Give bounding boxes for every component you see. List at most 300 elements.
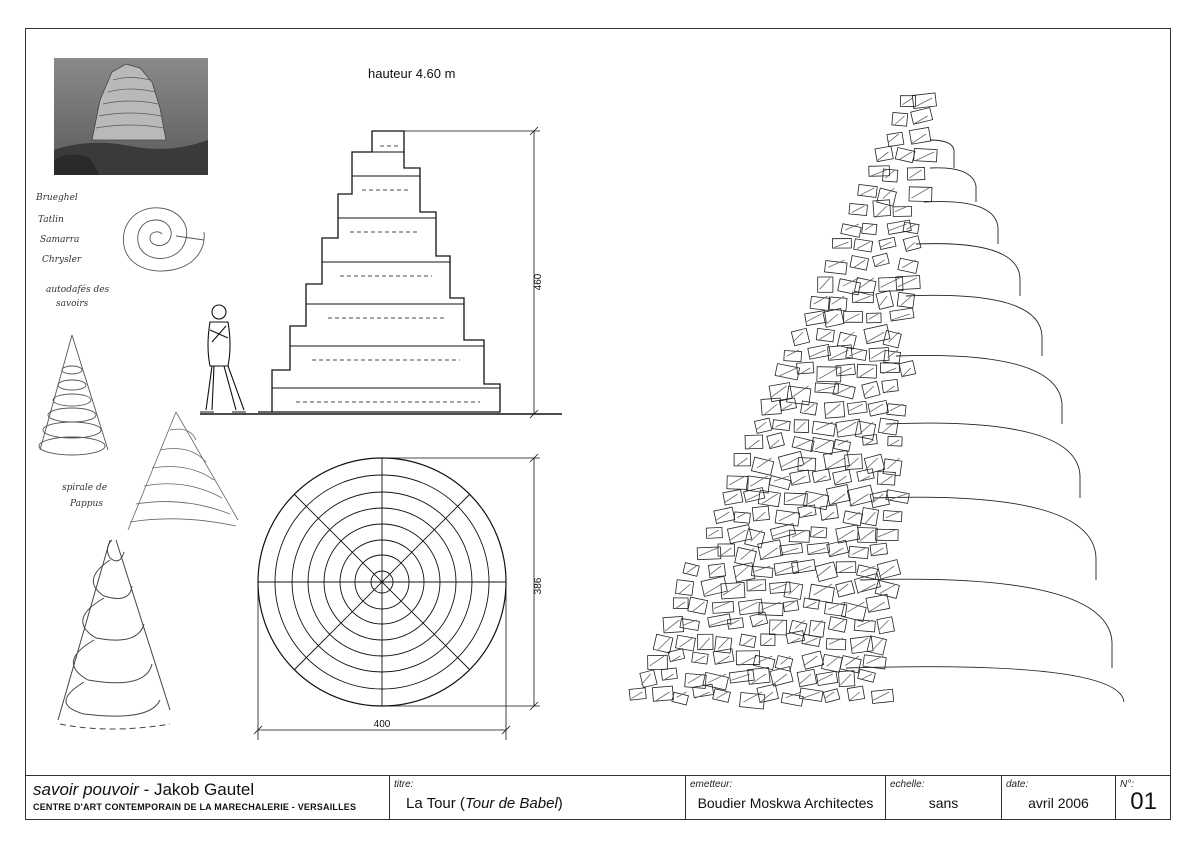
book-sketch xyxy=(745,529,765,548)
book-sketch xyxy=(862,435,877,446)
number-label: N°: xyxy=(1120,779,1134,790)
book-hatch xyxy=(817,386,835,391)
book-sketch xyxy=(675,580,693,596)
height-dimension xyxy=(404,127,540,418)
book-hatch xyxy=(804,656,818,666)
book-hatch xyxy=(740,602,758,611)
book-hatch xyxy=(800,512,812,518)
book-sketch xyxy=(752,506,769,521)
book-hatch xyxy=(881,242,892,247)
book-sketch xyxy=(745,435,763,449)
book-hatch xyxy=(680,638,693,647)
book-sketch xyxy=(697,547,721,560)
book-hatch xyxy=(665,620,679,631)
book-hatch xyxy=(873,638,884,650)
book-hatch xyxy=(723,584,741,595)
book-hatch xyxy=(796,440,811,447)
book-sketch xyxy=(790,470,811,485)
book-hatch xyxy=(796,422,805,431)
book-hatch xyxy=(725,494,738,503)
small-tower-sketch xyxy=(128,412,238,530)
book-hatch xyxy=(813,530,824,536)
book-sketch xyxy=(828,297,847,311)
book-sketch xyxy=(712,601,733,613)
book-sketch xyxy=(869,166,890,177)
book-hatch xyxy=(708,674,726,683)
book-hatch xyxy=(799,674,811,684)
book-sketch xyxy=(802,651,824,669)
book-sketch xyxy=(836,581,855,597)
book-hatch xyxy=(861,674,872,679)
tower-plan-view xyxy=(258,458,506,706)
echelle-value: sans xyxy=(928,795,959,811)
book-hatch xyxy=(865,512,876,524)
note-savoirs: savoirs xyxy=(56,299,89,309)
book-sketch xyxy=(823,689,840,703)
plan-width-dimension-label: 400 xyxy=(373,719,391,730)
book-hatch xyxy=(860,422,873,433)
book-sketch xyxy=(775,364,800,380)
book-hatch xyxy=(771,386,787,398)
book-sketch xyxy=(899,361,916,377)
tower-elevation xyxy=(200,131,562,414)
book-sketch xyxy=(668,649,685,662)
brueghel-painting-thumbnail xyxy=(54,58,208,175)
book-sketch xyxy=(816,328,834,341)
book-sketch xyxy=(887,132,904,146)
project-heading xyxy=(33,780,254,800)
book-sketch xyxy=(862,381,880,398)
book-hatch xyxy=(859,476,870,482)
book-hatch xyxy=(650,656,665,666)
venue-name: CENTRE D'ART CONTEMPORAIN DE LA MARECHALERIE - VERSAILLES xyxy=(33,802,357,812)
book-sketch xyxy=(740,692,765,709)
book-hatch xyxy=(837,386,852,394)
book-sketch xyxy=(826,485,850,505)
book-sketch xyxy=(772,420,790,431)
book-sketch xyxy=(833,470,852,486)
book-hatch xyxy=(756,422,766,430)
book-sketch xyxy=(791,328,809,345)
echelle-cell xyxy=(885,776,1001,819)
book-hatch xyxy=(890,404,903,411)
title-block xyxy=(25,775,1171,820)
titre-value xyxy=(390,795,685,812)
book-sketch xyxy=(713,649,734,665)
book-hatch xyxy=(852,548,866,555)
book-sketch xyxy=(858,669,876,682)
note-tatlin: Tatlin xyxy=(38,215,64,225)
book-sketch xyxy=(692,652,709,664)
book-sketch xyxy=(867,313,882,323)
book-hatch xyxy=(838,530,855,540)
book-sketch xyxy=(673,598,688,609)
book-pile-sketch xyxy=(629,93,937,709)
emetteur-cell xyxy=(685,776,885,819)
book-sketch xyxy=(715,637,732,653)
book-sketch xyxy=(652,686,673,701)
book-sketch xyxy=(877,617,895,634)
project-cell xyxy=(25,776,389,819)
book-hatch xyxy=(735,566,749,578)
book-hatch xyxy=(780,458,798,468)
book-hatch xyxy=(825,692,834,699)
note-chrysler: Chrysler xyxy=(42,255,82,265)
book-hatch xyxy=(834,242,848,247)
book-sketch xyxy=(811,527,827,538)
book-sketch xyxy=(855,421,875,439)
number-cell xyxy=(1115,776,1171,819)
book-hatch xyxy=(679,584,691,594)
book-sketch xyxy=(883,330,901,347)
book-hatch xyxy=(699,548,717,556)
book-sketch xyxy=(877,188,897,206)
book-hatch xyxy=(671,656,681,662)
book-hatch xyxy=(826,404,840,415)
book-sketch xyxy=(833,383,855,399)
book-sketch xyxy=(770,582,791,594)
book-hatch xyxy=(909,170,921,178)
book-sketch xyxy=(761,634,775,646)
book-hatch xyxy=(631,692,642,699)
book-sketch xyxy=(845,454,863,470)
book-hatch xyxy=(889,332,899,342)
book-sketch xyxy=(753,655,775,669)
book-sketch xyxy=(822,654,843,672)
book-hatch xyxy=(763,638,772,645)
book-sketch xyxy=(892,112,908,126)
book-hatch xyxy=(718,638,729,649)
book-hatch xyxy=(716,512,730,521)
book-hatch xyxy=(785,602,794,607)
date-label: date: xyxy=(1006,779,1029,790)
book-sketch xyxy=(811,437,834,454)
book-sketch xyxy=(825,261,848,275)
book-hatch xyxy=(869,314,878,319)
book-hatch xyxy=(902,260,915,268)
book-hatch xyxy=(880,584,897,593)
book-hatch xyxy=(852,206,865,213)
titre-label: titre: xyxy=(394,779,414,790)
book-hatch xyxy=(772,584,787,590)
book-sketch xyxy=(854,620,875,632)
book-sketch xyxy=(873,200,891,217)
book-sketch xyxy=(876,529,899,540)
book-hatch xyxy=(872,548,883,555)
book-sketch xyxy=(810,296,830,310)
book-hatch xyxy=(846,314,860,321)
height-note: hauteur 4.60 m xyxy=(368,66,456,81)
book-hatch xyxy=(684,620,697,625)
book-hatch xyxy=(787,494,805,502)
book-hatch xyxy=(911,188,929,198)
book-hatch xyxy=(793,332,803,342)
book-sketch xyxy=(862,223,877,235)
book-sketch xyxy=(734,454,751,466)
book-sketch xyxy=(888,436,902,446)
book-hatch xyxy=(878,296,887,308)
book-sketch xyxy=(824,402,844,419)
book-hatch xyxy=(895,116,905,125)
book-sketch xyxy=(866,594,890,612)
book-hatch xyxy=(866,458,878,470)
book-sketch xyxy=(864,324,890,343)
book-sketch xyxy=(780,543,803,555)
book-hatch xyxy=(916,152,934,160)
echelle-label: echelle: xyxy=(890,779,925,790)
book-sketch xyxy=(751,566,772,577)
plan-height-dimension-label: 386 xyxy=(533,577,544,595)
book-hatch xyxy=(820,332,832,339)
book-hatch xyxy=(871,170,887,176)
book-sketch xyxy=(857,364,877,378)
book-sketch xyxy=(869,348,889,362)
book-sketch xyxy=(815,562,837,582)
book-hatch xyxy=(803,692,820,698)
book-sketch xyxy=(808,344,831,359)
book-hatch xyxy=(889,134,899,142)
book-hatch xyxy=(816,422,833,430)
book-hatch xyxy=(720,548,732,556)
book-sketch xyxy=(758,540,783,560)
book-sketch xyxy=(792,560,816,574)
book-hatch xyxy=(810,350,826,357)
emetteur-value: Boudier Moskwa Architectes xyxy=(697,795,874,811)
book-sketch xyxy=(789,530,809,542)
book-hatch xyxy=(695,656,705,662)
book-sketch xyxy=(734,512,750,523)
book-hatch xyxy=(833,620,844,629)
book-sketch xyxy=(751,457,773,475)
book-sketch xyxy=(736,651,759,665)
book-hatch xyxy=(884,386,894,393)
book-sketch xyxy=(884,350,901,364)
book-sketch xyxy=(841,602,866,621)
book-hatch xyxy=(861,188,874,195)
book-hatch xyxy=(808,494,826,504)
book-sketch xyxy=(816,671,837,685)
book-sketch xyxy=(847,686,864,701)
book-sketch xyxy=(769,476,791,490)
book-hatch xyxy=(907,224,917,229)
book-hatch xyxy=(815,440,831,449)
book-sketch xyxy=(820,505,838,520)
book-hatch xyxy=(822,512,834,521)
book-sketch xyxy=(747,580,766,591)
book-hatch xyxy=(687,566,696,573)
titre-suffix: ) xyxy=(557,795,563,812)
book-sketch xyxy=(843,511,863,526)
book-sketch xyxy=(769,620,786,635)
book-hatch xyxy=(870,404,883,412)
book-hatch xyxy=(867,656,884,664)
book-sketch xyxy=(868,400,888,416)
book-hatch xyxy=(729,530,746,541)
book-sketch xyxy=(834,439,851,451)
book-sketch xyxy=(818,277,833,292)
book-sketch xyxy=(809,620,825,637)
book-hatch xyxy=(772,620,784,631)
handwritten-notes xyxy=(35,193,110,509)
book-hatch xyxy=(827,656,840,667)
book-hatch xyxy=(743,638,753,645)
book-hatch xyxy=(860,368,874,377)
book-sketch xyxy=(875,146,893,162)
book-hatch xyxy=(852,638,868,649)
book-sketch xyxy=(701,576,727,596)
book-hatch xyxy=(878,530,895,537)
note-samarra: Samarra xyxy=(40,235,80,245)
book-sketch xyxy=(721,582,745,598)
book-sketch xyxy=(812,421,835,436)
book-hatch xyxy=(806,602,816,607)
book-sketch xyxy=(784,350,802,361)
date-cell xyxy=(1001,776,1115,819)
book-hatch xyxy=(758,656,773,662)
book-sketch xyxy=(857,565,878,579)
book-hatch xyxy=(879,566,894,577)
book-hatch xyxy=(736,458,748,466)
book-hatch xyxy=(914,98,932,107)
book-sketch xyxy=(807,543,830,555)
book-hatch xyxy=(901,296,912,306)
book-sketch xyxy=(850,256,869,271)
book-sketch xyxy=(661,668,677,680)
book-sketch xyxy=(740,634,756,647)
book-sketch xyxy=(672,692,689,705)
book-hatch xyxy=(782,548,799,553)
book-sketch xyxy=(789,620,807,636)
book-hatch xyxy=(886,512,899,518)
titre-prefix: La Tour ( xyxy=(406,795,465,812)
book-hatch xyxy=(849,404,863,411)
book-sketch xyxy=(727,476,748,490)
book-hatch xyxy=(804,404,814,412)
book-sketch xyxy=(836,364,856,376)
book-hatch xyxy=(838,368,852,374)
book-sketch xyxy=(827,540,849,557)
book-hatch xyxy=(786,692,802,698)
book-hatch xyxy=(818,674,833,681)
book-hatch xyxy=(898,278,917,287)
date-value: avril 2006 xyxy=(1028,795,1089,811)
book-hatch xyxy=(703,584,722,595)
book-sketch xyxy=(770,667,793,687)
spiral-sketch xyxy=(123,208,204,271)
book-sketch xyxy=(861,508,879,526)
book-hatch xyxy=(692,602,704,612)
book-sketch xyxy=(882,379,899,392)
book-hatch xyxy=(749,584,763,591)
emetteur-label: emetteur: xyxy=(690,779,733,790)
note-pappus: Pappus xyxy=(70,499,103,509)
book-sketch xyxy=(640,670,657,688)
book-sketch xyxy=(887,404,906,416)
book-hatch xyxy=(857,242,870,249)
book-hatch xyxy=(848,512,861,520)
book-hatch xyxy=(794,566,812,573)
book-sketch xyxy=(857,469,874,482)
book-hatch xyxy=(710,566,721,574)
book-hatch xyxy=(879,620,889,630)
titre-italic: Tour de Babel xyxy=(464,795,558,812)
book-sketch xyxy=(909,127,931,144)
book-hatch xyxy=(700,638,710,649)
elevation-dimension-label: 460 xyxy=(533,273,544,291)
book-hatch xyxy=(747,440,759,449)
book-sketch xyxy=(847,401,867,414)
book-hatch xyxy=(776,422,788,427)
book-sketch xyxy=(685,673,707,688)
book-hatch xyxy=(751,530,763,542)
project-title: savoir pouvoir xyxy=(33,780,139,799)
book-hatch xyxy=(866,332,884,343)
book-sketch xyxy=(778,451,804,470)
book-hatch xyxy=(731,674,750,680)
large-cone-sketch xyxy=(58,540,170,729)
book-sketch xyxy=(809,584,834,603)
book-hatch xyxy=(814,584,832,595)
book-sketch xyxy=(864,454,885,473)
book-hatch xyxy=(886,170,895,178)
book-hatch xyxy=(913,116,928,124)
book-hatch xyxy=(717,692,728,698)
book-hatch xyxy=(865,224,874,230)
book-hatch xyxy=(675,602,685,609)
book-hatch xyxy=(688,674,704,683)
human-scale-figure xyxy=(200,305,246,412)
note-autodafes: autodafés des xyxy=(46,285,110,295)
note-spirale: spirale de xyxy=(62,483,108,493)
book-sketch xyxy=(837,332,856,349)
book-hatch xyxy=(841,674,852,685)
book-hatch xyxy=(838,422,857,433)
book-hatch xyxy=(658,638,670,649)
book-hatch xyxy=(825,314,838,325)
book-hatch xyxy=(902,98,912,105)
cone-spiral-sketch xyxy=(39,335,108,455)
book-sketch xyxy=(878,418,898,435)
book-hatch xyxy=(789,638,801,644)
book-sketch xyxy=(909,187,932,202)
book-sketch xyxy=(858,184,878,197)
book-sketch xyxy=(783,601,798,612)
book-hatch xyxy=(837,584,848,593)
book-sketch xyxy=(870,543,888,556)
book-hatch xyxy=(873,692,889,700)
book-hatch xyxy=(863,386,873,396)
titre-cell xyxy=(389,776,685,819)
book-sketch xyxy=(883,510,902,521)
book-sketch xyxy=(754,418,771,433)
book-hatch xyxy=(779,512,797,521)
book-sketch xyxy=(871,689,893,703)
book-sketch xyxy=(817,367,841,382)
project-separator: - xyxy=(143,780,150,799)
book-sketch xyxy=(767,433,785,449)
book-sketch xyxy=(895,148,915,163)
book-sketch xyxy=(877,472,895,486)
book-sketch xyxy=(883,459,902,476)
book-hatch xyxy=(729,476,745,485)
artist-name: Jakob Gautel xyxy=(153,780,255,799)
book-hatch xyxy=(871,350,885,359)
book-hatch xyxy=(820,278,830,289)
book-hatch xyxy=(899,152,912,160)
book-hatch xyxy=(855,296,871,302)
book-hatch xyxy=(708,530,719,536)
book-sketch xyxy=(840,656,861,673)
